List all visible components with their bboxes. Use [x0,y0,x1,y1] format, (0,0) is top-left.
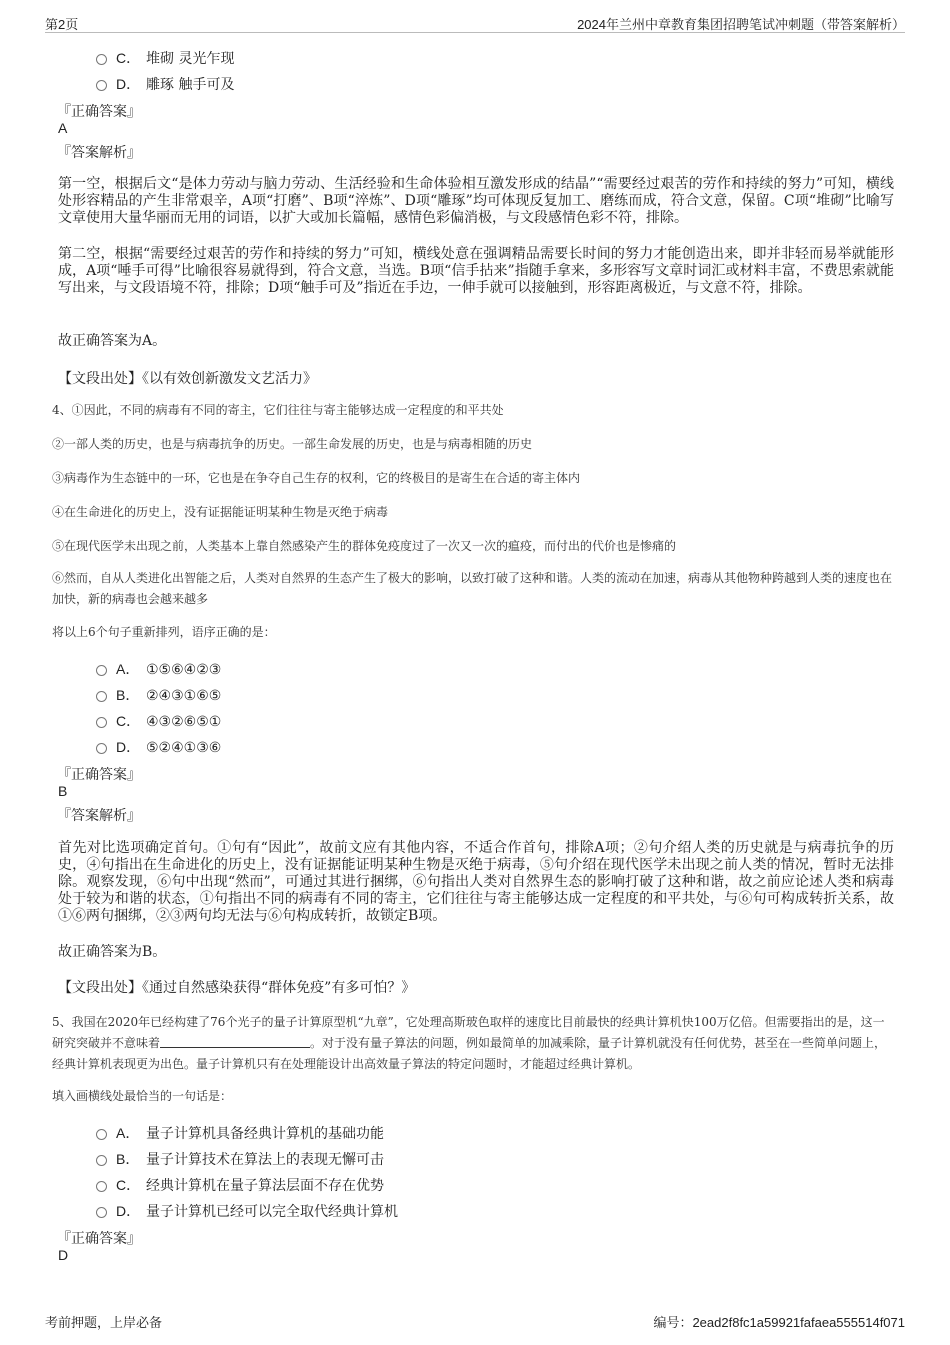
source-citation: 【文段出处】《通过自然感染获得“群体免疫”有多可怕？》 [58,980,416,996]
radio-icon[interactable] [96,1155,107,1166]
option-a[interactable]: A． 量子计算机具备经典计算机的基础功能 [96,1123,384,1143]
radio-icon[interactable] [96,691,107,702]
question-prompt: 将以上6个句子重新排列，语序正确的是： [52,625,276,639]
question-prompt: 填入画横线处最恰当的一句话是： [52,1089,233,1103]
radio-icon[interactable] [96,1181,107,1192]
option-d[interactable]: D． 量子计算机已经可以完全取代经典计算机 [96,1201,398,1221]
page-header [45,12,905,33]
option-b[interactable]: B． 量子计算技术在算法上的表现无懈可击 [96,1149,384,1169]
question-stem: 5、我国在2020年已经构建了76个光子的量子计算原型机“九章”，它处理高斯玻色取样的速度比目前最快的经典计算机快100万亿倍。但需要指出的是，这一研究突破并不意味着 。对于没有量子算法的问题，例如最简单的加减乘除，量子计算机就没有任何优势，甚至在一些简单问题上，经典计算机表现更为出色。量子计算机只有在处理能设计出高效量子算法的特定问题时，才能超过经典计算机。 [52,1015,887,1071]
option-c[interactable]: C． ④③②⑥⑤① [96,711,221,731]
document-title: 2024年兰州中章教育集团招聘笔试冲刺题（带答案解析） [577,17,905,32]
analysis-label: 『答案解析』 [57,808,141,824]
analysis-paragraph: 第二空，根据“需要经过艰苦的劳作和持续的努力”可知，横线处意在强调精品需要长时间的努力才能创造出来，即并非轻而易举就能形成，A项“唾手可得”比喻很容易就得到，符合文意，当选。B项“信手拈来”指随手拿来，多形容写文章时词汇或材料丰富，不费思索就能写出来，与文段语境不符，排除；D项“触手可及”指近在手边，一伸手就可以接触到，形容距离极近，与文意不符，排除。 [58,246,894,296]
option-b[interactable]: B． ②④③①⑥⑤ [96,685,221,705]
radio-icon[interactable] [96,1129,107,1140]
page-number: 第2页 [45,17,79,32]
radio-icon[interactable] [96,665,107,676]
question-sentence: ②一部人类的历史，也是与病毒抗争的历史。一部生命发展的历史，也是与病毒相随的历史 [52,437,533,451]
option-c[interactable]: C． 经典计算机在量子算法层面不存在优势 [96,1175,384,1195]
conclusion: 故正确答案为A。 [58,333,167,349]
conclusion: 故正确答案为B。 [58,944,167,960]
radio-icon[interactable] [96,54,107,65]
answer-label: 『正确答案』 [57,767,141,783]
document-id: 编号：2ead2f8fc1a59921fafaea555514f071 [653,1315,905,1330]
analysis-paragraph: 第一空，根据后文“是体力劳动与脑力劳动、生活经验和生命体验相互激发形成的结晶”“需要经过艰苦的劳作和持续的努力”可知，横线处形容精品的产生非常艰辛，A项“打磨”、B项“淬炼”、D项“雕琢”均可体现反复加工、磨练而成，符合文意，保留。C项“堆砌”比喻写文章使用大量华丽而无用的词语，以扩大或加长篇幅，感情色彩偏消极，与文段感情色彩不符，排除。 [58,176,894,226]
answer-value: B [58,783,68,799]
radio-icon[interactable] [96,1207,107,1218]
option-a[interactable]: A． ①⑤⑥④②③ [96,659,221,679]
page-footer [45,1312,905,1331]
radio-icon[interactable] [96,80,107,91]
footer-slogan: 考前押题，上岸必备 [45,1315,163,1330]
question-sentence: ⑥然而，自从人类进化出智能之后，人类对自然界的生态产生了极大的影响，以致打破了这种和谐。人类的流动在加速，病毒从其他物种跨越到人类的速度也在加快，新的病毒也会越来越多 [52,571,893,606]
option-d[interactable]: D． 雕琢 触手可及 [96,74,234,94]
question-sentence: ③病毒作为生态链中的一环，它也是在争夺自己生存的权利，它的终极目的是寄生在合适的寄主体内 [52,471,581,485]
answer-label: 『正确答案』 [57,104,141,120]
answer-label: 『正确答案』 [57,1231,141,1247]
option-d[interactable]: D． ⑤②④①③⑥ [96,737,221,757]
radio-icon[interactable] [96,743,107,754]
answer-value: A [58,120,68,136]
question-sentence: ④在生命进化的历史上，没有证据能证明某种生物是灭绝于病毒 [52,505,389,519]
source-citation: 【文段出处】《以有效创新激发文艺活力》 [58,371,317,387]
radio-icon[interactable] [96,717,107,728]
fill-blank [160,1035,310,1048]
analysis-paragraph: 首先对比选项确定首句。①句有“因此”，故前文应有其他内容，不适合作首句，排除A项；②句介绍人类的历史就是与病毒抗争的历史，④句指出在生命进化的历史上，没有证据能证明某种生物是灭绝于病毒，⑤句介绍在现代医学未出现之前人类的情况，暂时无法排除。观察发现，⑥句中出现“然而”，可通过其进行捆绑，⑥句指出人类对自然界生态的影响打破了这种和谐，故之前应论述人类和病毒处于较为和谐的状态，①句指出不同的病毒有不同的寄主，它们往往与寄主能够达成一定程度的和平共处，与⑥句可构成转折关系，故①⑥两句捆绑，②③两句均无法与⑥句构成转折，故锁定B项。 [58,840,894,924]
question-sentence: 4、①因此，不同的病毒有不同的寄主，它们往往与寄主能够达成一定程度的和平共处 [52,403,504,417]
option-c[interactable]: C． 堆砌 灵光乍现 [96,48,234,68]
answer-value: D [58,1247,69,1263]
question-sentence: ⑤在现代医学未出现之前，人类基本上靠自然感染产生的群体免疫度过了一次又一次的瘟疫，而付出的代价也是惨痛的 [52,539,677,553]
analysis-label: 『答案解析』 [57,145,141,161]
